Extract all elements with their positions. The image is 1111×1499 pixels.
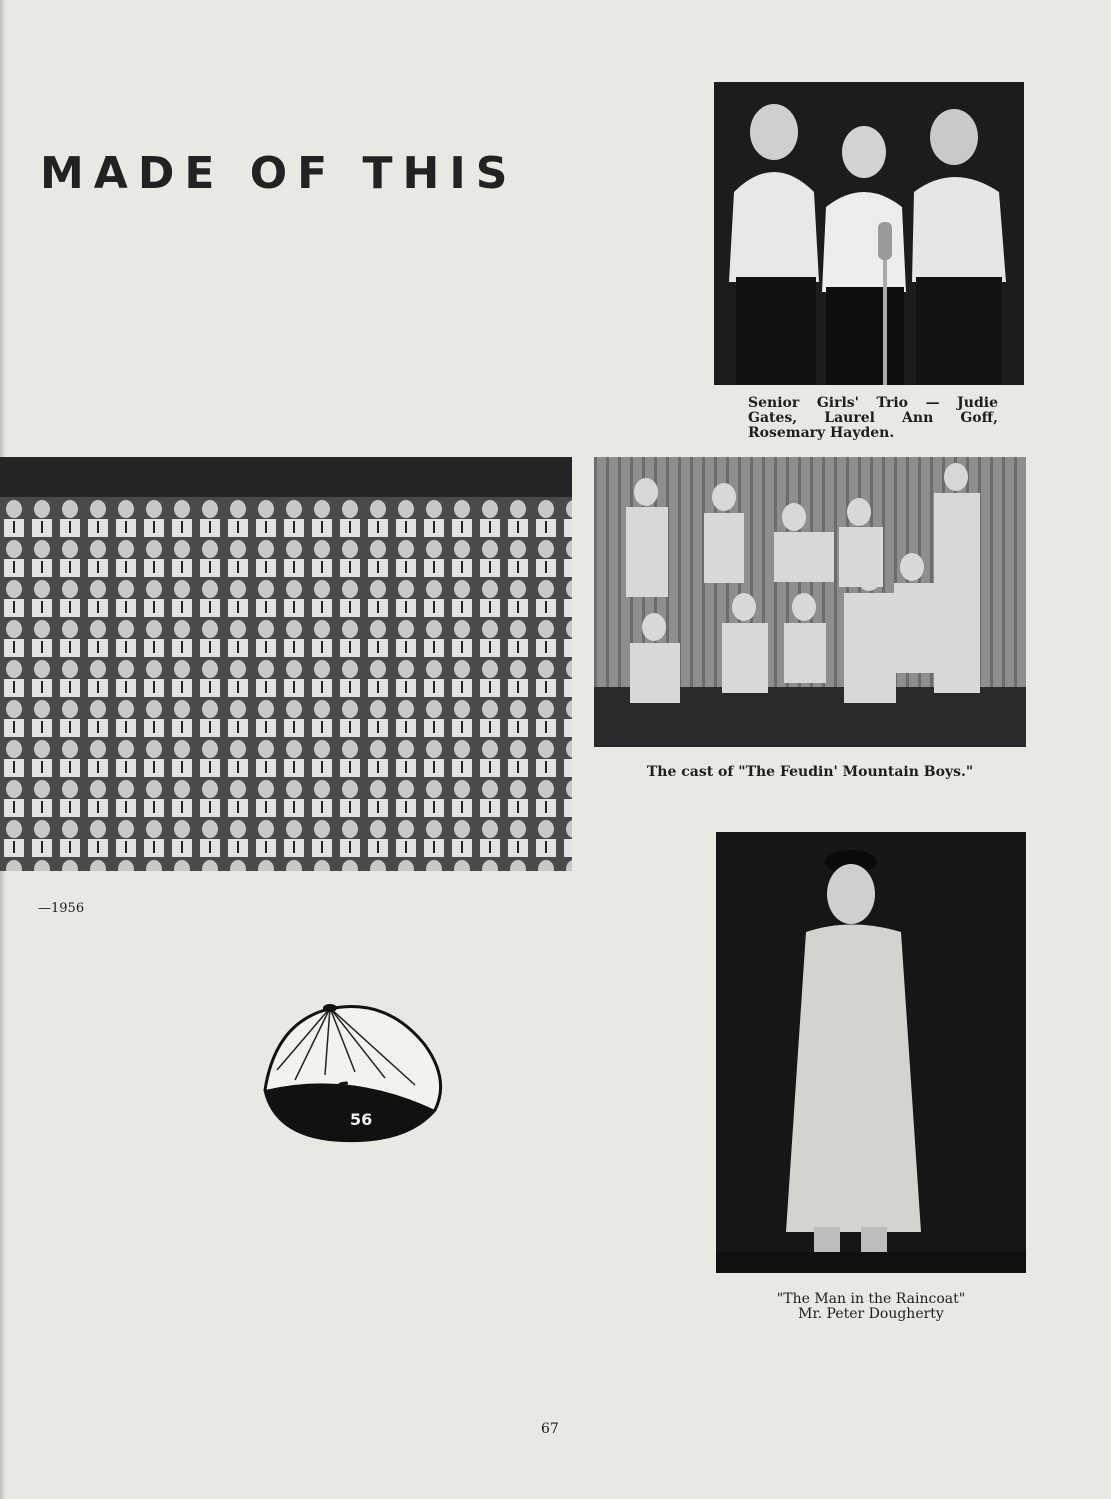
page-number: 67 (541, 1421, 559, 1437)
hat-year: 56 (350, 1110, 373, 1129)
raincoat-caption-title: "The Man in the Raincoat" (776, 1291, 966, 1307)
raincoat-caption (716, 1292, 1026, 1322)
page-heading: MADE OF THIS (40, 148, 518, 199)
hhs-beanie-drawing (255, 1000, 445, 1150)
year-note: —1956 (38, 901, 85, 916)
raincoat-man-photo (716, 832, 1026, 1273)
cast-photo (594, 457, 1026, 747)
class-group-photo (0, 457, 572, 871)
raincoat-caption-name: Mr. Peter Dougherty (798, 1306, 944, 1322)
trio-photo (714, 82, 1024, 385)
trio-caption: Senior Girls' Trio — Judie Gates, Laurel Ann Goff, Rosemary Hayden. (748, 395, 998, 441)
hat-letters: HHS (297, 1077, 355, 1114)
cast-caption: The cast of "The Feudin' Mountain Boys." (646, 764, 974, 780)
